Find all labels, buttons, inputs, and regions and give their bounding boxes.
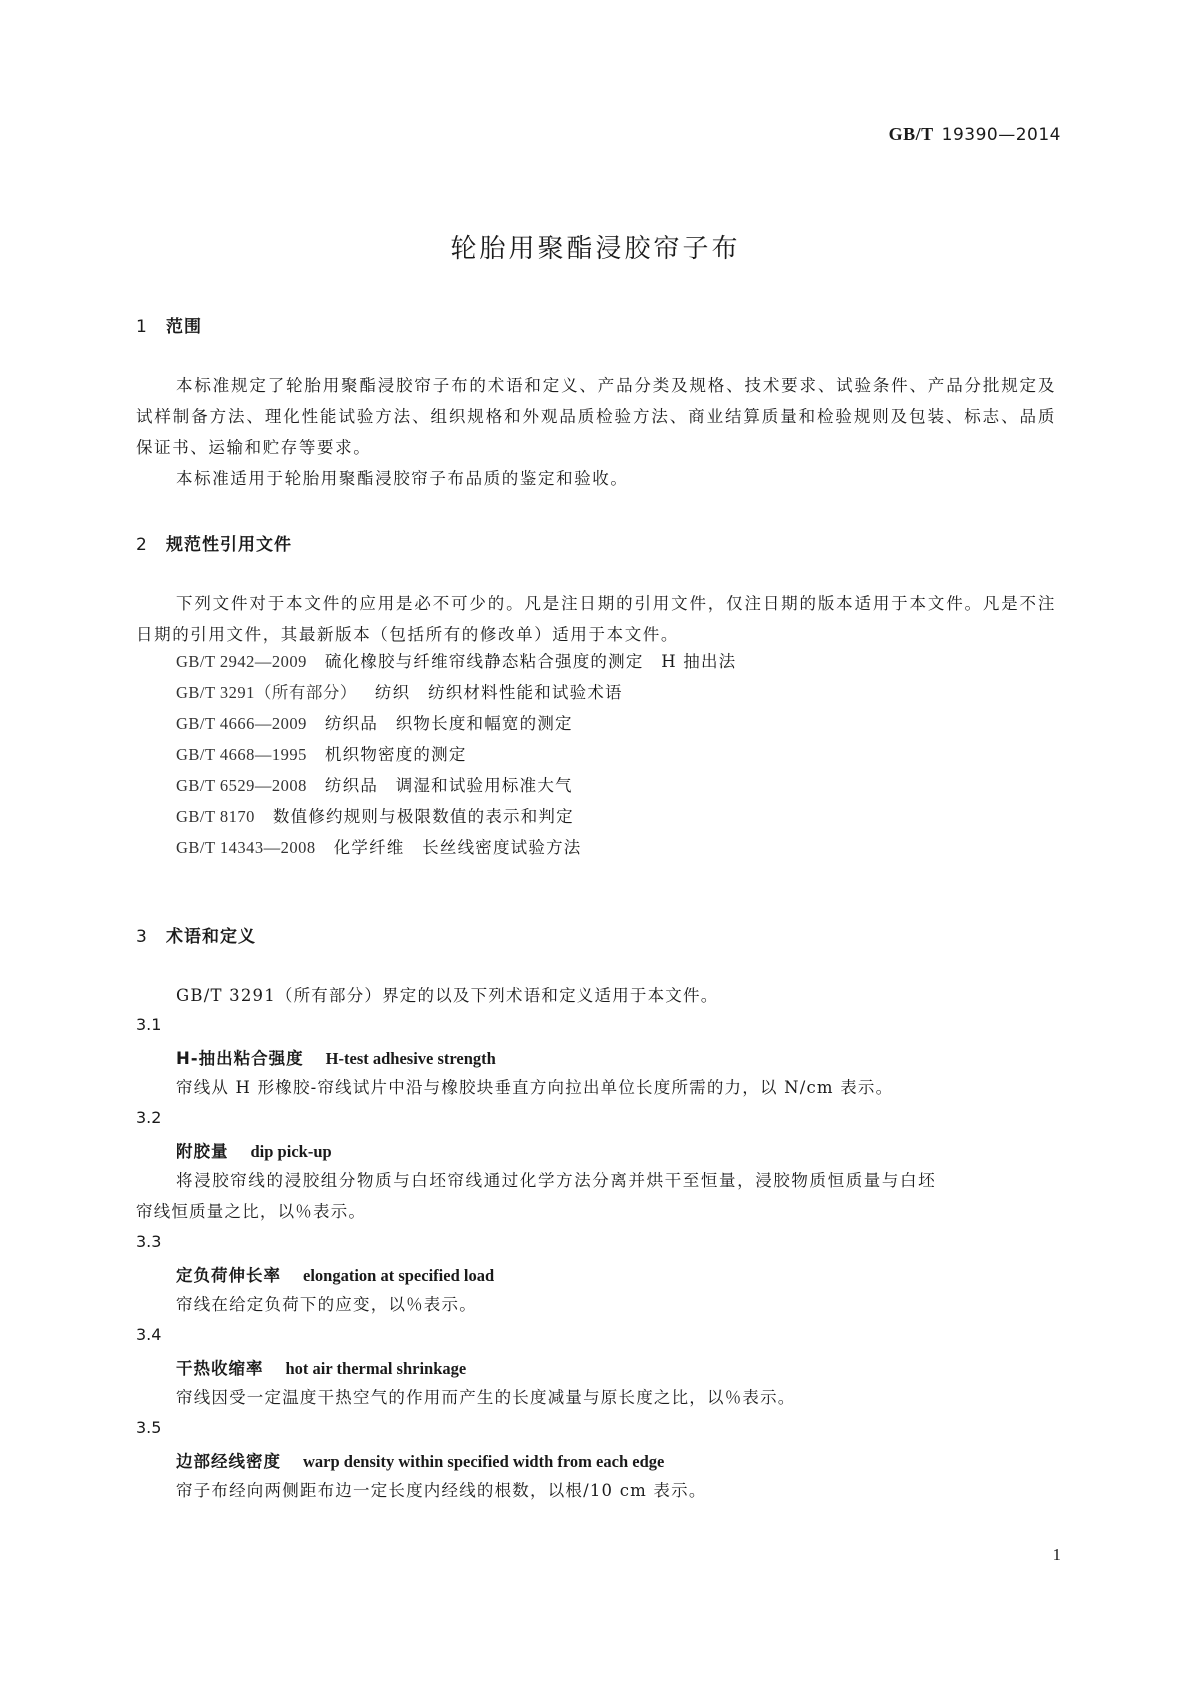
section-3-heading <box>136 922 256 947</box>
section-title: 规范性引用文件 <box>166 535 292 555</box>
term-definition: 帘线从 H 形橡胶-帘线试片中沿与橡胶块垂直方向拉出单位长度所需的力，以 N/cm 表示。 <box>176 1078 894 1097</box>
term-definition: 帘子布经向两侧距布边一定长度内经线的根数，以根/10 cm 表示。 <box>176 1481 707 1500</box>
section-title: 范围 <box>166 317 202 337</box>
reference-item: GB/T 3291（所有部分） 纺织 纺织材料性能和试验术语 <box>176 683 623 702</box>
term-definition: 帘线在给定负荷下的应变，以％表示。 <box>176 1295 477 1314</box>
section-number: 1 <box>136 317 147 337</box>
page-number: 1 <box>1052 1545 1061 1564</box>
term-heading: 干热收缩率 hot air thermal shrinkage <box>176 1359 467 1378</box>
term-definition: 帘线因受一定温度干热空气的作用而产生的长度减量与原长度之比，以％表示。 <box>176 1388 796 1407</box>
section-number: 2 <box>136 535 147 555</box>
document-title: 轮胎用聚酯浸胶帘子布 <box>450 234 741 264</box>
term-heading: 定负荷伸长率 elongation at specified load <box>176 1266 495 1285</box>
reference-item: GB/T 4666—2009 纺织品 织物长度和幅宽的测定 <box>176 714 573 733</box>
section-2-heading <box>136 530 292 555</box>
references-intro: 下列文件对于本文件的应用是必不可少的。凡是注日期的引用文件，仅注日期的版本适用于本文件。凡是不注日期的引用文件，其最新版本（包括所有的修改单）适用于本文件。 <box>136 594 1056 644</box>
reference-item: GB/T 4668—1995 机织物密度的测定 <box>176 745 467 764</box>
standard-number <box>889 124 1061 145</box>
term-number: 3.1 <box>136 1015 162 1034</box>
term-definition: 将浸胶帘线的浸胶组分物质与白坯帘线通过化学方法分离并烘干至恒量，浸胶物质恒质量与白坯 <box>176 1171 937 1190</box>
standard-code: 19390—2014 <box>941 125 1061 145</box>
section-title: 术语和定义 <box>166 927 256 947</box>
term-number: 3.5 <box>136 1418 162 1437</box>
term-definition-cont: 帘线恒质量之比，以％表示。 <box>136 1202 367 1221</box>
section-number: 3 <box>136 927 147 947</box>
reference-item: GB/T 8170 数值修约规则与极限数值的表示和判定 <box>176 807 574 826</box>
section-1-heading <box>136 312 202 337</box>
reference-item: GB/T 2942—2009 硫化橡胶与纤维帘线静态粘合强度的测定 H 抽出法 <box>176 652 737 671</box>
reference-item: GB/T 14343—2008 化学纤维 长丝线密度试验方法 <box>176 838 582 857</box>
reference-item: GB/T 6529—2008 纺织品 调湿和试验用标准大气 <box>176 776 573 795</box>
term-number: 3.2 <box>136 1108 162 1127</box>
standard-prefix: GB/T <box>888 124 934 144</box>
term-number: 3.3 <box>136 1232 162 1251</box>
scope-paragraph-1: 本标准规定了轮胎用聚酯浸胶帘子布的术语和定义、产品分类及规格、技术要求、试验条件、产品分批规定及试样制备方法、理化性能试验方法、组织规格和外观品质检验方法、商业结算质量和检验规则及包装、标志、品质保证书、运输和贮存等要求。 <box>136 376 1056 457</box>
terms-intro: GB/T 3291（所有部分）界定的以及下列术语和定义适用于本文件。 <box>176 986 719 1005</box>
term-heading: H-抽出粘合强度 H-test adhesive strength <box>176 1049 496 1068</box>
scope-paragraph-2: 本标准适用于轮胎用聚酯浸胶帘子布品质的鉴定和验收。 <box>176 469 629 488</box>
term-number: 3.4 <box>136 1325 162 1344</box>
term-heading: 附胶量 dip pick-up <box>176 1142 332 1161</box>
term-heading: 边部经线密度 warp density within specified width from each edge <box>176 1452 665 1471</box>
